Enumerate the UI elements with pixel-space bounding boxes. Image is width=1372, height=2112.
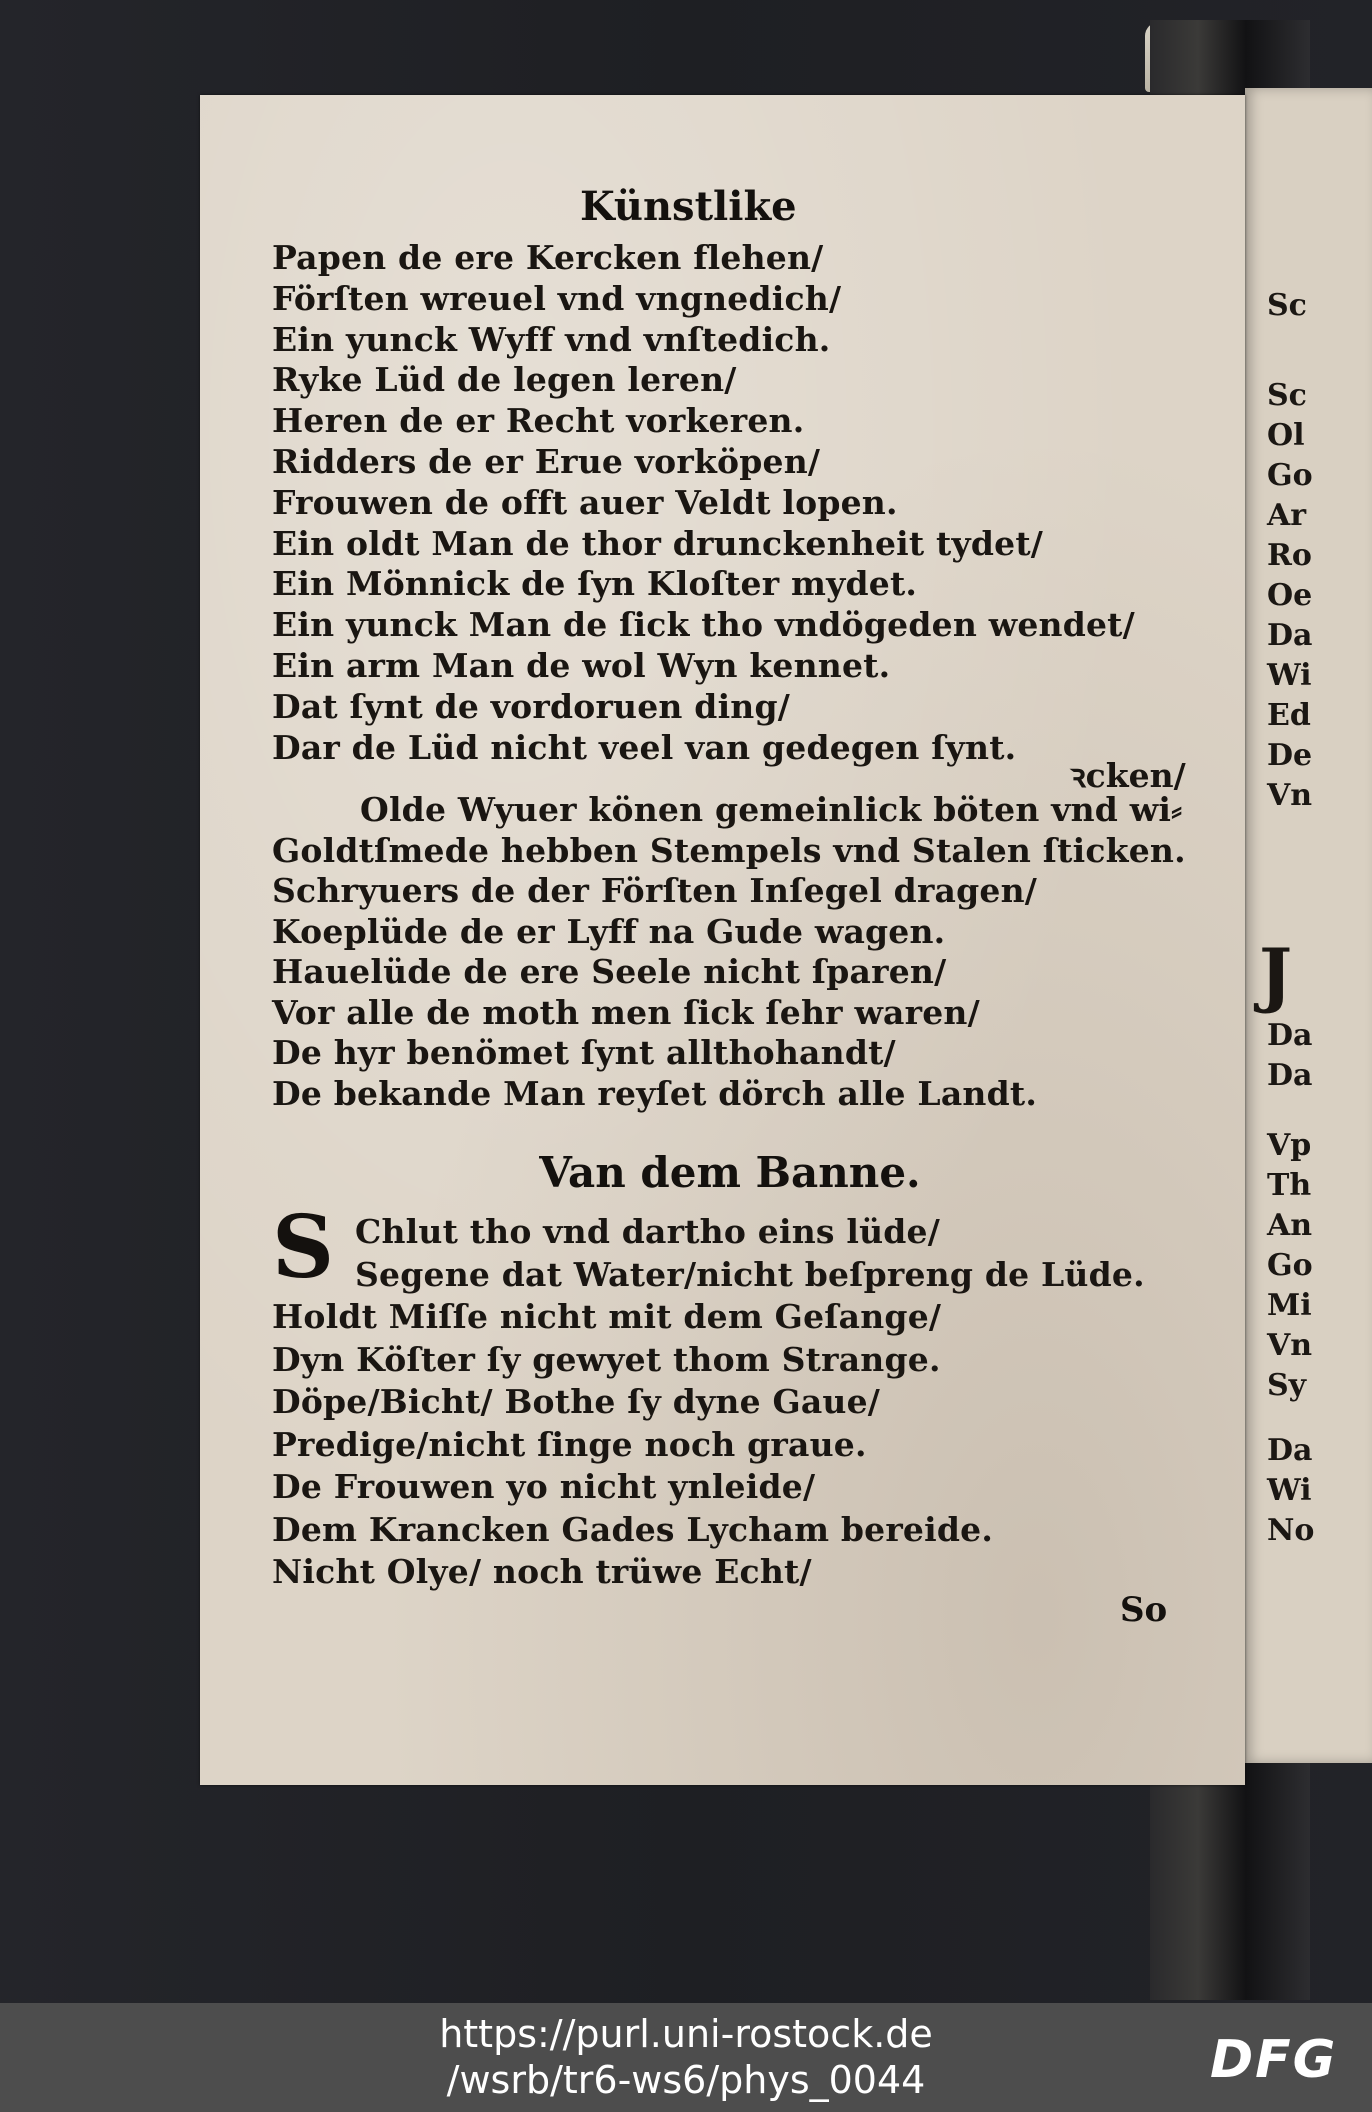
line-fragment: ꝛcken/	[1070, 756, 1186, 795]
verse-line: Dem Krancken Gades Lycham bereide.	[272, 1509, 994, 1549]
verse-line: Ein oldt Man de thor drunckenheit tydet/	[272, 523, 1044, 563]
verse-line: Ein yunck Wyff vnd vnſtedich.	[272, 319, 831, 359]
verse-line: Dar de Lüd nicht veel van gedegen ſynt.	[272, 727, 1017, 767]
facing-page-line: Sc	[1267, 288, 1307, 323]
dfg-logo: DFG	[1210, 2030, 1338, 2090]
verse-line: Nicht Olye/ noch trüwe Echt/	[272, 1552, 812, 1591]
verse-line: Ein yunck Man de ſick tho vndögeden wendet/	[272, 605, 1135, 645]
facing-page-line: Da	[1267, 618, 1313, 653]
verse-line: Heren de er Recht vorkeren.	[272, 401, 805, 441]
section-heading: Van dem Banne.	[539, 1148, 921, 1197]
facing-page-line: Ed	[1267, 698, 1311, 733]
verse-line: De Frouwen yo nicht ynleide/	[272, 1467, 816, 1506]
verse-line: Goldtſmede hebben Stempels vnd Stalen ſticken.	[272, 830, 1186, 870]
verse-line: De hyr benömet ſynt allthohandt/	[272, 1033, 896, 1072]
facing-page-line: Go	[1267, 458, 1313, 493]
running-head: Künstlike	[580, 183, 797, 230]
verse-line: Papen de ere Kercken flehen/	[272, 238, 824, 277]
drop-cap: S	[272, 1197, 335, 1298]
verse-line: Ridders de er Erue vorköpen/	[272, 442, 821, 481]
facing-page	[1245, 88, 1372, 1763]
facing-page-line: De	[1267, 738, 1313, 773]
facing-page-line: Th	[1267, 1168, 1312, 1203]
facing-page-line: An	[1267, 1208, 1313, 1243]
verse-line: Vor alle de moth men ſick ſehr waren/	[272, 992, 980, 1032]
footer-url-line-2[interactable]: /wsrb/tr6-ws6/phys_0044	[446, 2058, 926, 2102]
facing-page-line: No	[1267, 1513, 1315, 1548]
verse-line: Schryuers de der Förſten Inſegel dragen/	[272, 871, 1038, 910]
facing-page-line: Mi	[1267, 1288, 1312, 1323]
facing-page-line: Oe	[1267, 578, 1313, 613]
verse-line: Olde Wyuer könen gemeinlick böten vnd wi⸗	[360, 790, 1183, 829]
catchword: So	[1120, 1590, 1168, 1630]
facing-page-line: Ol	[1267, 418, 1305, 453]
verse-line: Predige/nicht ſinge noch graue.	[272, 1424, 867, 1464]
verse-line: Frouwen de offt auer Veldt lopen.	[272, 482, 898, 522]
facing-page-line: Wi	[1267, 1473, 1312, 1508]
facing-page-line: Sc	[1267, 378, 1307, 413]
verse-line: Dat ſynt de vordoruen ding/	[272, 686, 791, 726]
facing-page-line: Da	[1267, 1433, 1313, 1468]
verse-line: Koeplüde de er Lyff na Gude wagen.	[272, 911, 946, 951]
facing-page-line: Vn	[1267, 1328, 1313, 1363]
facing-page-line: Go	[1267, 1248, 1313, 1283]
facing-page-line: Da	[1267, 1018, 1313, 1053]
facing-page-line: Vp	[1267, 1128, 1312, 1163]
facing-page-line: Wi	[1267, 658, 1312, 693]
verse-line: Holdt Miſſe nicht mit dem Geſange/	[272, 1297, 942, 1336]
facing-page-line: Ro	[1267, 538, 1312, 573]
verse-line: Förſten wreuel vnd vngnedich/	[272, 278, 842, 318]
facing-page-line: Vn	[1267, 778, 1313, 813]
verse-line: Ein arm Man de wol Wyn kennet.	[272, 646, 891, 685]
facing-page-line: J	[1259, 933, 1293, 1016]
facing-page-line: Ar	[1267, 498, 1307, 533]
verse-line: Segene dat Water/nicht beſpreng de Lüde.	[355, 1254, 1145, 1294]
facing-page-line: Sy	[1267, 1368, 1307, 1403]
verse-line: Ein Mönnick de ſyn Kloſter mydet.	[272, 564, 918, 604]
verse-line: Chlut tho vnd dartho eins lüde/	[355, 1212, 941, 1251]
verse-line: De bekande Man reyſet dörch alle Landt.	[272, 1073, 1038, 1113]
verse-line: Hauelüde de ere Seele nicht ſparen/	[272, 952, 947, 991]
verse-line: Dyn Köſter ſy gewyet thom Strange.	[272, 1339, 941, 1379]
facing-page-line: Da	[1267, 1058, 1313, 1093]
verse-line: Ryke Lüd de legen leren/	[272, 360, 737, 400]
verse-line: Döpe/Bicht/ Bothe ſy dyne Gaue/	[272, 1382, 881, 1421]
footer-url-line-1[interactable]: https://purl.uni-rostock.de	[439, 2012, 933, 2056]
